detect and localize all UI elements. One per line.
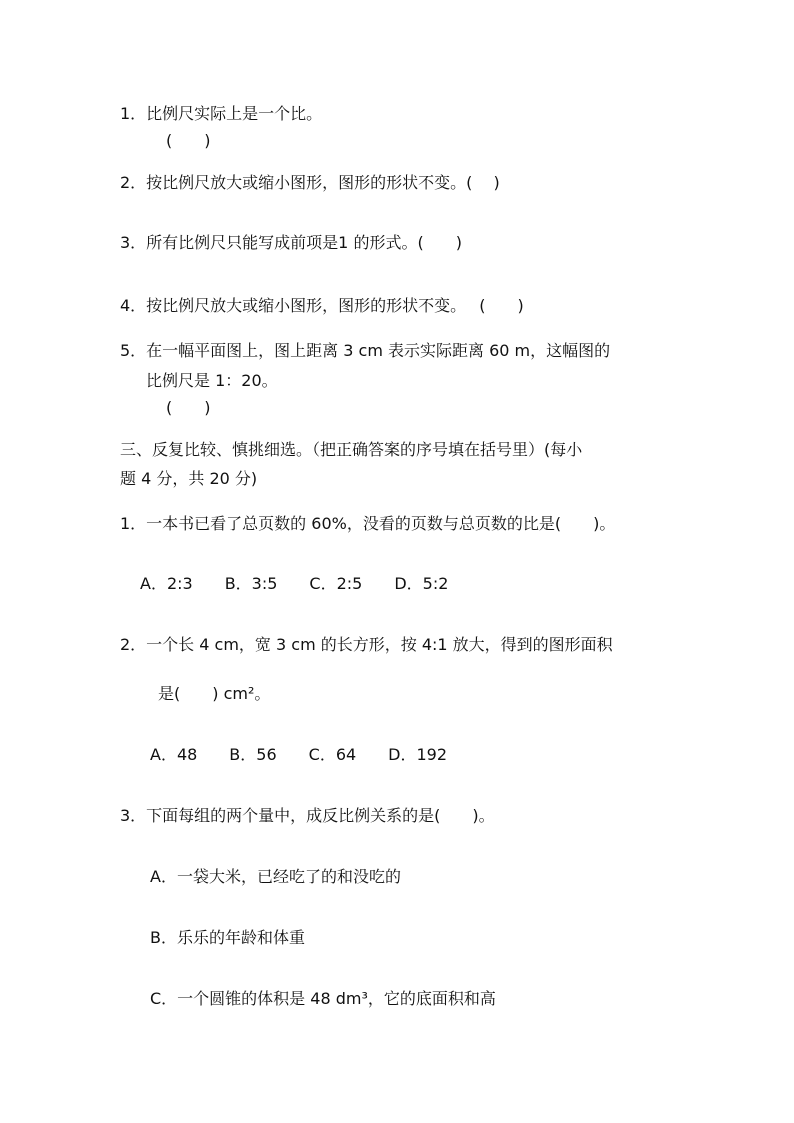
- tf-q5-answer-paren: ( ): [166, 398, 211, 417]
- tf-q1-answer-paren: ( ): [166, 131, 211, 150]
- mc-q3-text: 3．下面每组的两个量中，成反比例关系的是( )。: [120, 806, 495, 825]
- mc-q2-options: A．48 B．56 C．64 D．192: [150, 745, 448, 764]
- mc-q3-option-c: C．一个圆锥的体积是 48 dm³，它的底面积和高: [150, 989, 496, 1008]
- mc-q3-option-b: B．乐乐的年龄和体重: [150, 928, 305, 947]
- mc-q2-text-line2: 是( ) cm²。: [158, 684, 271, 703]
- section-3-heading-line1: 三、反复比较、慎挑细选。（把正确答案的序号填在括号里）(每小: [120, 440, 583, 459]
- mc-q2-text-line1: 2．一个长 4 cm，宽 3 cm 的长方形，按 4:1 放大，得到的图形面积: [120, 635, 613, 654]
- tf-q5-text-line2: 比例尺是 1：20。: [146, 371, 278, 390]
- mc-q1-text: 1．一本书已看了总页数的 60%，没看的页数与总页数的比是( )。: [120, 514, 616, 533]
- tf-q4-text: 4．按比例尺放大或缩小图形，图形的形状不变。 ( ): [120, 296, 524, 315]
- section-3-heading-line2: 题 4 分，共 20 分): [120, 469, 258, 488]
- tf-q1-text: 1．比例尺实际上是一个比。: [120, 104, 323, 123]
- mc-q1-options: A．2:3 B．3:5 C．2:5 D．5:2: [140, 574, 449, 593]
- tf-q5-text-line1: 5．在一幅平面图上，图上距离 3 cm 表示实际距离 60 m，这幅图的: [120, 341, 611, 360]
- tf-q3-text: 3．所有比例尺只能写成前项是1 的形式。( ): [120, 233, 462, 252]
- mc-q3-option-a: A．一袋大米，已经吃了的和没吃的: [150, 867, 401, 886]
- tf-q2-text: 2．按比例尺放大或缩小图形，图形的形状不变。( ): [120, 173, 500, 192]
